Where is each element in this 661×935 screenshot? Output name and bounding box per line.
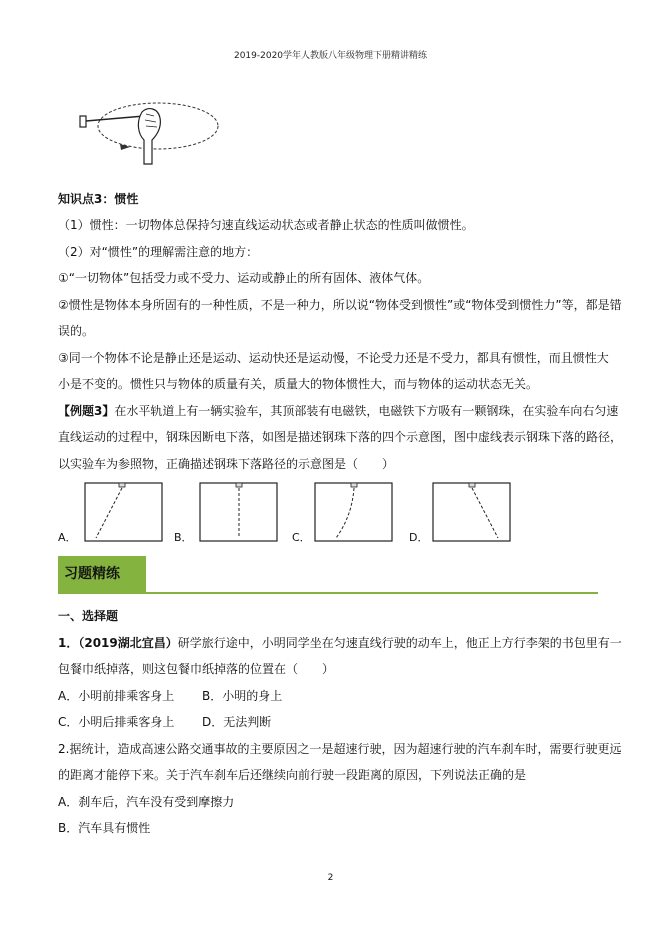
q1-source: （2019湖北宜昌） <box>78 636 178 650</box>
example-line-3: 以实验车为参照物，正确描述钢珠下落路径的示意图是（ ） <box>58 457 395 471</box>
option-label-d: D． <box>409 531 429 544</box>
option-diagram-a <box>84 482 164 544</box>
knowledge-heading: 知识点3：惯性 <box>58 192 139 206</box>
q2-option-b: B．汽车具有惯性 <box>58 821 151 835</box>
knowledge-p4b: 误的。 <box>58 324 95 338</box>
q2-option-a: A．刹车后，汽车没有受到摩擦力 <box>58 795 235 809</box>
knowledge-p3: ①“一切物体”包括受力或不受力、运动或静止的所有固体、液体气体。 <box>58 271 430 285</box>
option-label-c: C． <box>292 531 311 544</box>
example-text-1: 在水平轨道上有一辆实验车，其顶部装有电磁铁，电磁铁下方吸有一颗钢珠，在实验车向右匀速 <box>114 404 619 418</box>
page-number: 2 <box>327 873 334 883</box>
knowledge-p1: （1）惯性：一切物体总保持匀速直线运动状态或者静止状态的性质叫做惯性。 <box>58 218 474 232</box>
q1-option-a: A．小明前排乘客身上 <box>58 689 175 703</box>
page-header: 2019-2020学年人教版八年级物理下册精讲精练 <box>233 51 428 61</box>
q1-line-1 <box>58 635 622 651</box>
knowledge-p5b: 小是不变的。惯性只与物体的质量有关，质量大的物体惯性大，而与物体的运动状态无关。 <box>58 377 539 391</box>
knowledge-p5a: ③同一个物体不论是静止还是运动、运动快还是运动慢，不论受力还是不受力，都具有惯性，而且惯性大 <box>58 351 609 365</box>
q2-line-2: 的距离才能停下来。关于汽车刹车后还继续向前行驶一段距离的原因，下列说法正确的是 <box>58 768 527 782</box>
option-diagram-d <box>432 482 512 544</box>
option-diagram-b <box>199 482 279 544</box>
section-title: 习题精练 <box>58 556 146 592</box>
sling-illustration <box>72 92 220 172</box>
example-line-1 <box>58 403 618 419</box>
q1-option-c: C．小明后排乘客身上 <box>58 715 175 729</box>
example-tag: 【例题3】 <box>58 404 115 418</box>
option-label-a: A． <box>58 531 77 544</box>
q1-option-d: D．无法判断 <box>202 715 272 729</box>
q1-line-2: 包餐巾纸掉落，则这包餐巾纸掉落的位置在（ ） <box>58 662 335 676</box>
q1-option-b: B．小明的身上 <box>202 689 283 703</box>
knowledge-p2: （2）对“惯性”的理解需注意的地方： <box>58 245 259 259</box>
knowledge-p4a: ②惯性是物体本身所固有的一种性质，不是一种力，所以说“物体受到惯性”或“物体受到惯性力”等，都是错 <box>58 298 622 312</box>
q1-text-1: 研学旅行途中，小明同学坐在匀速直线行驶的动车上，他正上方行李架的书包里有一 <box>177 636 622 650</box>
section-subtitle: 一、选择题 <box>58 609 119 623</box>
example-line-2: 直线运动的过程中，钢珠因断电下落，如图是描述钢珠下落的四个示意图，图中虚线表示钢珠下落的路径， <box>58 430 623 444</box>
q1-number: 1． <box>58 636 79 650</box>
option-label-b: B． <box>174 531 193 544</box>
option-diagram-c <box>314 482 394 544</box>
q2-line-1: 2.据统计，造成高速公路交通事故的主要原因之一是超速行驶，因为超速行驶的汽车刹车时，需要行驶更远 <box>58 742 622 756</box>
